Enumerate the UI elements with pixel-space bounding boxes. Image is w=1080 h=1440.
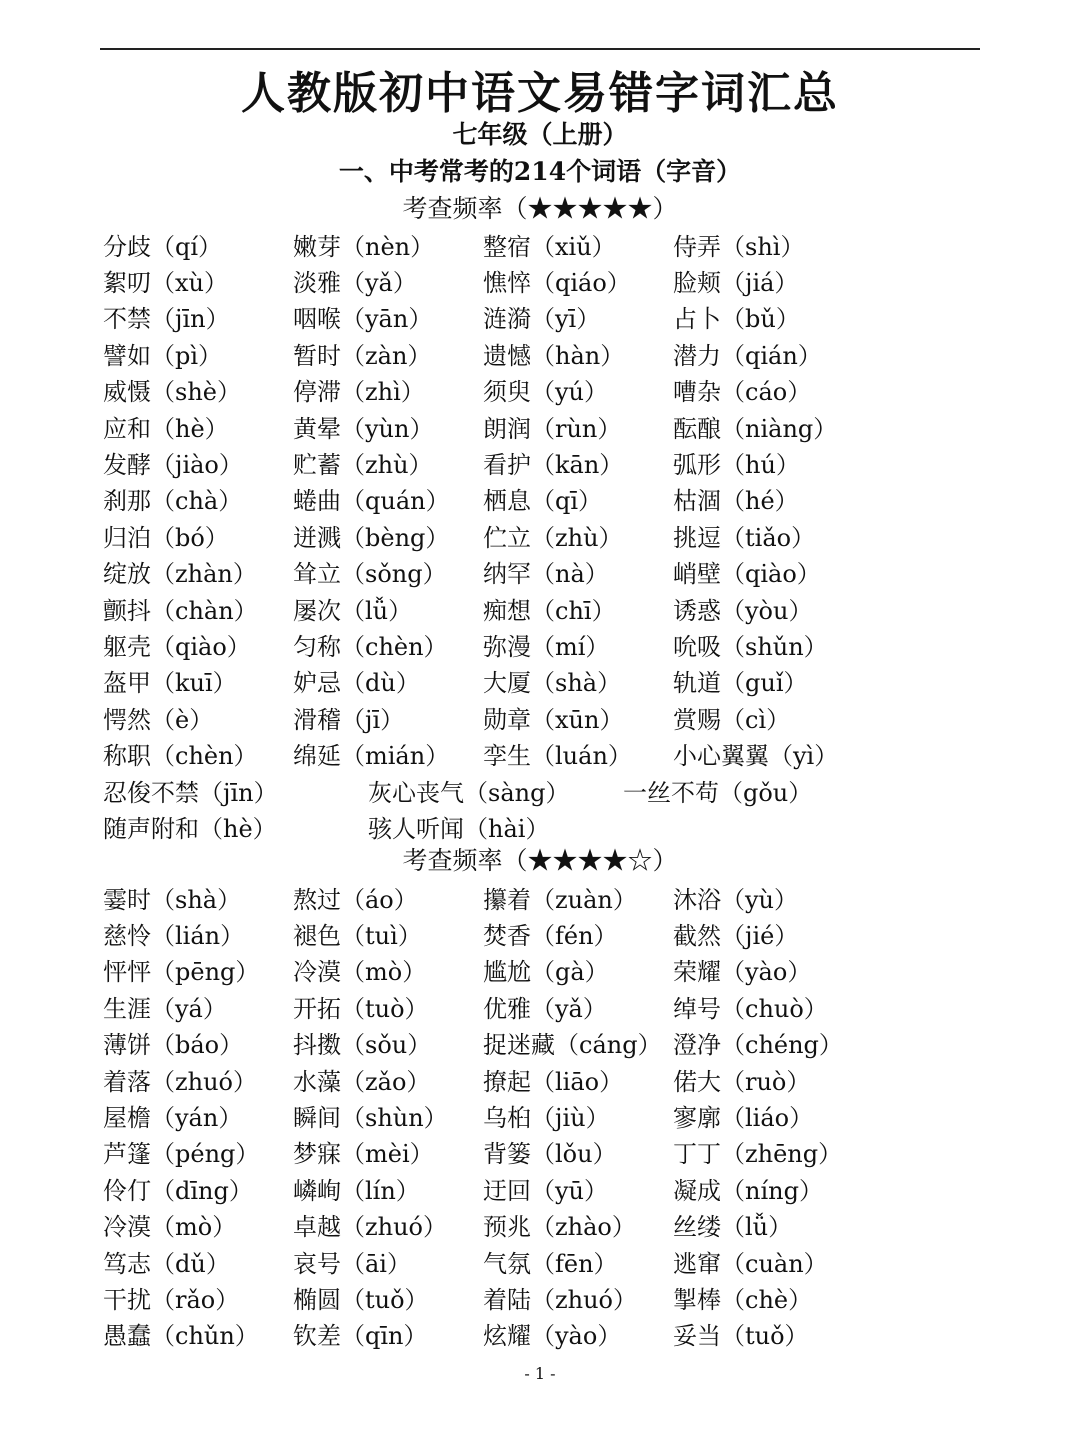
word-entry: 着陆（zhuó） [483,1285,638,1314]
word-entry: 诱惑（yòu） [673,596,813,625]
word-entry: 嘈杂（cáo） [673,378,812,407]
word-entry: 背篓（lǒu） [483,1140,617,1169]
word-entry: 小心翼翼（yì） [673,742,839,771]
word-row [103,444,863,480]
top-rule [100,48,980,50]
word-row [103,262,863,298]
word-entry: 焚香（fén） [483,922,618,951]
word-row [103,1316,863,1352]
word-entry: 凝成（níng） [673,1176,823,1205]
word-entry: 荣耀（yào） [673,958,812,987]
word-entry: 勋章（xūn） [483,705,624,734]
word-entry: 停滞（zhì） [293,378,425,407]
word-entry: 黄晕（yùn） [293,414,434,443]
word-row [103,915,863,951]
word-entry: 咽喉（yān） [293,305,433,334]
word-entry: 峭壁（qiào） [673,560,821,589]
word-entry: 弧形（hú） [673,451,800,480]
word-entry: 不禁（jīn） [103,305,230,334]
word-entry: 丝缕（lǚ） [673,1213,793,1242]
word-entry: 挑逗（tiǎo） [673,523,816,552]
word-entry: 预兆（zhào） [483,1213,636,1242]
word-entry: 寥廓（liáo） [673,1104,814,1133]
word-entry: 栖息（qī） [483,487,603,516]
word-entry: 抖擞（sǒu） [293,1031,432,1060]
word-entry: 芦篷（péng） [103,1140,260,1169]
word-entry: 生涯（yá） [103,994,227,1023]
word-entry: 滑稽（jī） [293,705,405,734]
word-row [103,517,863,553]
word-entry: 骇人听闻（hài） [368,815,550,844]
word-entry: 淡雅（yǎ） [293,269,417,298]
word-entry: 霎时（shà） [103,885,242,914]
word-entry: 一丝不苟（gǒu） [623,778,813,807]
word-entry: 整宿（xiǔ） [483,232,616,261]
word-entry: 屡次（lǚ） [293,596,413,625]
word-entry: 炫耀（yào） [483,1322,622,1351]
word-entry: 怦怦（pēng） [103,958,260,987]
word-entry: 偌大（ruò） [673,1067,811,1096]
word-grid-five-stars [103,226,863,772]
word-row [103,626,863,662]
word-row [103,1170,863,1206]
word-row [103,299,863,335]
word-entry: 伶仃（dīng） [103,1176,253,1205]
section-heading: 一、中考常考的214个词语（字音） [338,157,742,186]
word-entry: 分歧（qí） [103,232,223,261]
word-row [103,1207,863,1243]
word-entry: 捉迷藏（cáng） [483,1031,662,1060]
word-entry: 椭圆（tuǒ） [293,1285,429,1314]
word-entry: 嶙峋（lín） [293,1176,420,1205]
word-entry: 纳罕（nà） [483,560,609,589]
word-entry: 大厦（shà） [483,669,622,698]
word-entry: 枯涸（hé） [673,487,799,516]
word-row [103,879,863,915]
word-entry: 笃志（dǔ） [103,1249,230,1278]
word-row [103,1025,863,1061]
word-row [103,481,863,517]
word-entry: 愚蠢（chǔn） [103,1322,259,1351]
word-entry: 痴想（chī） [483,596,616,625]
word-entry: 卓越（zhuó） [293,1213,448,1242]
word-row [103,408,863,444]
word-entry: 颤抖（chàn） [103,596,258,625]
word-entry: 潜力（qián） [673,341,822,370]
word-entry: 褪色（tuì） [293,922,422,951]
word-entry: 钦差（qīn） [293,1322,428,1351]
word-entry: 薄饼（báo） [103,1031,244,1060]
word-entry: 刹那（chà） [103,487,243,516]
word-entry: 澄净（chéng） [673,1031,843,1060]
word-entry: 酝酿（niàng） [673,414,838,443]
idiom-rows-five-stars [103,772,863,845]
word-entry: 发酵（jiào） [103,451,243,480]
word-entry: 梦寐（mèi） [293,1140,434,1169]
word-entry: 沐浴（yù） [673,885,799,914]
word-row [103,699,863,735]
word-entry: 絮叨（xù） [103,269,228,298]
word-entry: 盔甲（kuī） [103,669,237,698]
word-entry: 遗憾（hàn） [483,341,625,370]
word-row [103,952,863,988]
word-entry: 妒忌（dù） [293,669,420,698]
word-entry: 水藻（zǎo） [293,1067,431,1096]
word-entry: 妥当（tuǒ） [673,1322,809,1351]
word-entry: 掣棒（chè） [673,1285,813,1314]
word-entry: 称职（chèn） [103,742,258,771]
word-entry: 屋檐（yán） [103,1104,243,1133]
grade-heading: 七年级（上册） [452,120,628,149]
word-entry: 熬过（áo） [293,885,418,914]
word-entry: 绵延（mián） [293,742,450,771]
word-entry: 脸颊（jiá） [673,269,799,298]
word-entry: 迸溅（bèng） [293,523,450,552]
word-entry: 截然（jié） [673,922,799,951]
word-entry: 逃窜（cuàn） [673,1249,828,1278]
word-entry: 孪生（luán） [483,742,632,771]
word-entry: 攥着（zuàn） [483,885,637,914]
word-row [103,372,863,408]
word-entry: 哀号（āi） [293,1249,411,1278]
word-entry: 绰号（chuò） [673,994,828,1023]
word-entry: 赏赐（cì） [673,705,791,734]
word-entry: 伫立（zhù） [483,523,623,552]
word-entry: 嫩芽（nèn） [293,232,435,261]
word-row [103,735,863,771]
word-row [103,1134,863,1170]
word-entry: 忍俊不禁（jīn） [103,778,278,807]
word-row [103,554,863,590]
word-row [103,988,863,1024]
word-entry: 贮蓄（zhù） [293,451,433,480]
word-entry: 轨道（guǐ） [673,669,808,698]
word-entry: 丁丁（zhēng） [673,1140,843,1169]
word-row [103,1243,863,1279]
word-entry: 愕然（è） [103,705,214,734]
word-entry: 绽放（zhàn） [103,560,257,589]
word-row [103,1097,863,1133]
word-entry: 暂时（zàn） [293,341,432,370]
word-entry: 憔悴（qiáo） [483,269,631,298]
word-entry: 占卜（bǔ） [673,305,800,334]
word-entry: 须臾（yú） [483,378,609,407]
word-entry: 譬如（pì） [103,341,223,370]
word-grid-four-stars [103,879,863,1352]
word-entry: 干扰（rǎo） [103,1285,240,1314]
word-entry: 灰心丧气（sàng） [368,778,570,807]
word-entry: 涟漪（yī） [483,305,601,334]
word-row [103,590,863,626]
word-entry: 应和（hè） [103,414,229,443]
word-entry: 匀称（chèn） [293,632,448,661]
word-row [103,772,863,808]
word-entry: 弥漫（mí） [483,632,610,661]
word-entry: 随声附和（hè） [103,815,277,844]
word-row [103,808,863,844]
word-entry: 迂回（yū） [483,1176,609,1205]
word-entry: 侍弄（shì） [673,232,805,261]
word-entry: 躯壳（qiào） [103,632,251,661]
frequency-label-four-stars: 考查频率（★★★★☆） [402,846,678,875]
word-row [103,1061,863,1097]
word-entry: 乌桕（jiù） [483,1104,610,1133]
word-entry: 撩起（liāo） [483,1067,624,1096]
word-entry: 耸立（sǒng） [293,560,447,589]
word-row [103,1279,863,1315]
word-entry: 归泊（bó） [103,523,229,552]
word-entry: 瞬间（shùn） [293,1104,448,1133]
word-entry: 吮吸（shǔn） [673,632,828,661]
frequency-label-five-stars: 考查频率（★★★★★） [402,194,678,223]
word-entry: 威慑（shè） [103,378,241,407]
word-entry: 开拓（tuò） [293,994,429,1023]
page-number: - 1 - [524,1364,556,1383]
word-entry: 慈怜（lián） [103,922,245,951]
word-entry: 蜷曲（quán） [293,487,450,516]
word-entry: 冷漠（mò） [103,1213,237,1242]
word-entry: 着落（zhuó） [103,1067,258,1096]
word-row [103,335,863,371]
word-entry: 看护（kān） [483,451,624,480]
word-entry: 优雅（yǎ） [483,994,607,1023]
page-title: 人教版初中语文易错字词汇总 [241,68,839,119]
word-row [103,226,863,262]
word-row [103,663,863,699]
word-entry: 尴尬（gà） [483,958,609,987]
word-entry: 气氛（fēn） [483,1249,618,1278]
word-entry: 冷漠（mò） [293,958,427,987]
word-entry: 朗润（rùn） [483,414,622,443]
